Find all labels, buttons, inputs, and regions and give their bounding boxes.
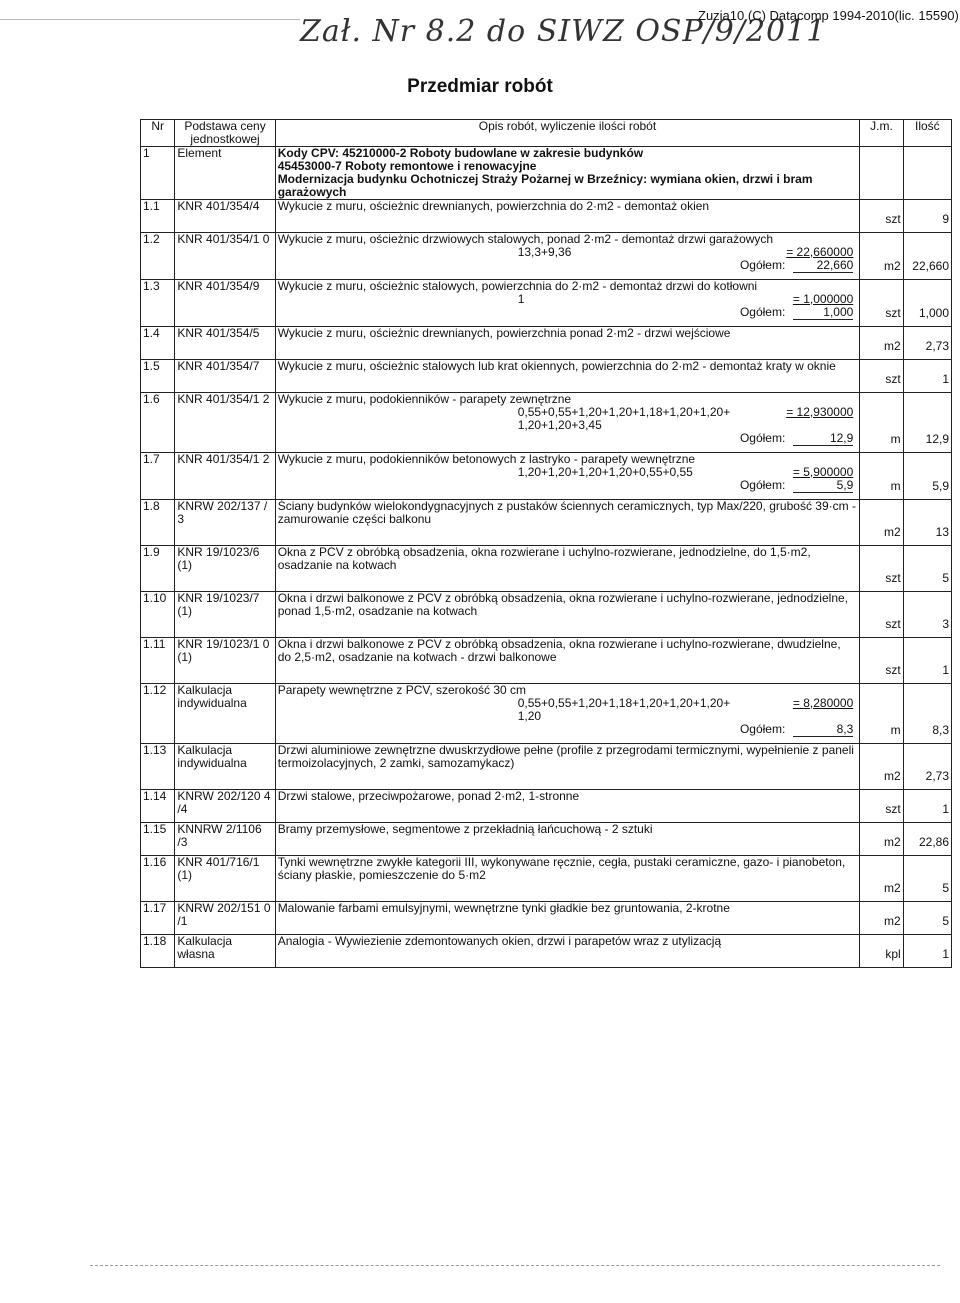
row-total-value: 1,000 <box>793 306 853 320</box>
row-base: KNR 401/354/5 <box>175 327 275 354</box>
row-qty: 2,73 <box>903 744 951 784</box>
row-unit: m2 <box>860 823 903 850</box>
row-total <box>278 432 858 446</box>
row-desc: Drzwi aluminiowe zewnętrzne dwuskrzydłowe pełne (profile z przegrodami termicznymi, wypełnienie z paneli termoizolacyjnych, 2 zamki, samozamykacz) <box>277 743 854 770</box>
row-base: KNR 401/354/9 <box>175 280 275 321</box>
row-calc-result: = 1,000000 <box>792 292 854 306</box>
row-desc: Wykucie z muru, ościeżnic drewnianych, powierzchnia ponad 2·m2 - drzwi wejściowe <box>277 326 731 340</box>
row-total-label: Ogółem: <box>739 722 786 736</box>
row-desc-cell <box>275 327 860 354</box>
row-base: KNR 401/716/1 (1) <box>175 856 275 896</box>
row-spacer <box>141 961 952 968</box>
row-nr: 1.13 <box>141 744 175 784</box>
row-desc: Ściany budynków wielokondygnacyjnych z pustaków ściennych ceramicznych, typ Max/220, grubość 39·cm - zamurowanie części balkonu <box>277 499 856 526</box>
row-desc-cell <box>275 592 860 632</box>
row-base: KNRW 202/151 0 /1 <box>175 902 275 929</box>
col-nr-header: Nr <box>141 120 175 147</box>
row-nr: 1.16 <box>141 856 175 896</box>
element-line: 45453000-7 Roboty remontowe i renowacyjne <box>277 159 537 173</box>
row-unit: szt <box>860 546 903 586</box>
row-total-label: Ogółem: <box>739 431 786 445</box>
row-total-label: Ogółem: <box>739 478 786 492</box>
row-nr: 1.4 <box>141 327 175 354</box>
row-unit: m <box>860 453 903 494</box>
row-desc: Wykucie z muru, ościeżnic drzwiowych stalowych, ponad 2·m2 - demontaż drzwi garażowych <box>277 232 774 246</box>
row-qty: 5 <box>903 856 951 896</box>
row-nr: 1.2 <box>141 233 175 274</box>
row-desc-cell <box>275 790 860 817</box>
table-row <box>141 200 952 227</box>
row-desc-cell <box>275 280 860 321</box>
row-nr: 1.6 <box>141 393 175 447</box>
row-desc-cell <box>275 744 860 784</box>
row-unit: szt <box>860 592 903 632</box>
row-desc: Wykucie z muru, podokienników - parapety zewnętrzne <box>277 392 572 406</box>
row-desc: Okna z PCV z obróbką obsadzenia, okna rozwierane i uchylno-rozwierane, jednodzielne, do 1,5·m2, osadzanie na kotwach <box>277 545 811 572</box>
row-desc-cell <box>275 200 860 227</box>
row-total-value: 22,660 <box>793 259 853 273</box>
row-desc-cell <box>275 393 860 447</box>
row-qty: 2,73 <box>903 327 951 354</box>
row-base: KNR 401/354/4 <box>175 200 275 227</box>
row-base: KNR 401/354/7 <box>175 360 275 387</box>
row-desc: Parapety wewnętrzne z PCV, szerokość 30 cm <box>277 683 527 697</box>
row-total-value: 8,3 <box>793 723 853 737</box>
row-base: KNRW 202/120 4 /4 <box>175 790 275 817</box>
table-row <box>141 823 952 850</box>
row-base: KNR 19/1023/1 0 (1) <box>175 638 275 678</box>
row-unit: szt <box>860 638 903 678</box>
row-unit: m <box>860 393 903 447</box>
row-total <box>278 306 858 320</box>
table-row <box>141 393 952 447</box>
row-qty: 5 <box>903 902 951 929</box>
table-row <box>141 327 952 354</box>
row-nr: 1.14 <box>141 790 175 817</box>
table-row <box>141 902 952 929</box>
row-unit: szt <box>860 200 903 227</box>
row-unit: szt <box>860 360 903 387</box>
row-desc: Okna i drzwi balkonowe z PCV z obróbką obsadzenia, okna rozwierane i uchylno-rozwierane, jednodzielne, ponad 1,5·m2, osadzanie na kotwach <box>277 591 848 618</box>
row-unit: szt <box>860 790 903 817</box>
row-calc-result: = 12,930000 <box>786 405 854 419</box>
row-desc: Wykucie z muru, ościeżnic stalowych lub krat okiennych, powierzchnia do 2·m2 - demontaż kraty w oknie <box>277 359 836 373</box>
row-desc-cell <box>275 453 860 494</box>
col-base-header: Podstawa ceny jednostkowej <box>175 120 275 147</box>
element-row <box>141 147 952 200</box>
row-desc: Drzwi stalowe, przeciwpożarowe, ponad 2·m2, 1-stronne <box>277 789 580 803</box>
row-desc-cell <box>275 546 860 586</box>
row-nr: 1.1 <box>141 200 175 227</box>
row-unit: m2 <box>860 744 903 784</box>
row-calc-formula: 1 <box>517 292 525 306</box>
table-row <box>141 233 952 274</box>
row-total-label: Ogółem: <box>739 305 786 319</box>
page-title: Przedmiar robót <box>407 76 553 97</box>
row-calc <box>278 697 858 723</box>
row-desc-cell <box>275 684 860 738</box>
row-nr: 1.12 <box>141 684 175 738</box>
row-unit: m2 <box>860 233 903 274</box>
row-base: KNR 401/354/1 2 <box>175 453 275 494</box>
row-unit: m2 <box>860 327 903 354</box>
row-desc-cell <box>275 638 860 678</box>
row-qty: 1 <box>903 638 951 678</box>
row-desc-cell <box>275 902 860 929</box>
row-desc: Bramy przemysłowe, segmentowe z przekładnią łańcuchową - 2 sztuki <box>277 822 653 836</box>
row-nr: 1.3 <box>141 280 175 321</box>
element-desc <box>275 147 860 200</box>
row-desc-cell <box>275 823 860 850</box>
element-nr: 1 <box>141 147 175 200</box>
row-desc-cell <box>275 500 860 540</box>
row-nr: 1.17 <box>141 902 175 929</box>
program-info: Zuzia10 (C) Datacomp 1994-2010(lic. 15590) <box>698 8 959 23</box>
row-calc-formula: 0,55+0,55+1,20+1,20+1,18+1,20+1,20+ 1,20+1,20+3,45 <box>517 405 731 432</box>
table-row <box>141 453 952 494</box>
table-row <box>141 280 952 321</box>
table-row <box>141 790 952 817</box>
row-calc-result: = 22,660000 <box>786 245 854 259</box>
row-total-value: 12,9 <box>793 432 853 446</box>
row-unit: szt <box>860 280 903 321</box>
row-desc: Analogia - Wywiezienie zdemontowanych okien, drzwi i parapetów wraz z utylizacją <box>277 934 722 948</box>
col-qty-header: Ilość <box>903 120 951 147</box>
row-qty: 22,660 <box>903 233 951 274</box>
row-calc-formula: 1,20+1,20+1,20+1,20+0,55+0,55 <box>517 465 693 479</box>
row-total <box>278 723 858 737</box>
row-base: KNNRW 2/1106 /3 <box>175 823 275 850</box>
row-qty: 5 <box>903 546 951 586</box>
element-base: Element <box>175 147 275 200</box>
row-nr: 1.8 <box>141 500 175 540</box>
row-qty: 1,000 <box>903 280 951 321</box>
row-unit: m2 <box>860 500 903 540</box>
row-total <box>278 479 858 493</box>
header-rule <box>0 19 300 20</box>
cost-estimate-table <box>140 119 952 968</box>
row-unit: kpl <box>860 935 903 962</box>
row-unit: m2 <box>860 902 903 929</box>
row-total <box>278 259 858 273</box>
row-nr: 1.7 <box>141 453 175 494</box>
row-base: KNR 401/354/1 2 <box>175 393 275 447</box>
row-base: KNR 19/1023/6 (1) <box>175 546 275 586</box>
element-line: Kody CPV: 45210000-2 Roboty budowlane w zakresie budynków <box>277 146 644 160</box>
row-desc: Wykucie z muru, ościeżnic stalowych, powierzchnia do 2·m2 - demontaż drzwi do kotłowni <box>277 279 758 293</box>
row-desc: Tynki wewnętrzne zwykłe kategorii III, wykonywane ręcznie, cegła, pustaki ceramiczne, gazo- i pianobeton, ściany płaskie, pomieszczenie do 5·m2 <box>277 855 846 882</box>
row-calc <box>278 406 858 432</box>
table-row <box>141 744 952 784</box>
row-desc: Okna i drzwi balkonowe z PCV z obróbką obsadzenia, okna rozwierane i uchylno-rozwierane, dwudzielne, do 2,5·m2, osadzanie na kotwach - drzwi balkonowe <box>277 637 841 664</box>
row-desc: Wykucie z muru, podokienników betonowych z lastryko - parapety wewnętrzne <box>277 452 696 466</box>
row-total-label: Ogółem: <box>739 258 786 272</box>
row-desc: Wykucie z muru, ościeżnic drewnianych, powierzchnia do 2·m2 - demontaż okien <box>277 199 710 213</box>
row-base: KNR 19/1023/7 (1) <box>175 592 275 632</box>
table-row <box>141 638 952 678</box>
row-calc-formula: 13,3+9,36 <box>517 245 572 259</box>
row-qty: 13 <box>903 500 951 540</box>
row-nr: 1.10 <box>141 592 175 632</box>
row-desc-cell <box>275 233 860 274</box>
row-unit: m <box>860 684 903 738</box>
row-nr: 1.11 <box>141 638 175 678</box>
row-calc-result: = 5,900000 <box>792 465 854 479</box>
row-nr: 1.15 <box>141 823 175 850</box>
row-qty: 12,9 <box>903 393 951 447</box>
row-qty: 1 <box>903 360 951 387</box>
table-row <box>141 546 952 586</box>
element-line: Modernizacja budynku Ochotniczej Straży Pożarnej w Brzeźnicy: wymiana okien, drzwi i bram garażowych <box>277 172 813 199</box>
col-desc-header: Opis robót, wyliczenie ilości robót <box>275 120 860 147</box>
table-header-row <box>141 120 952 147</box>
row-qty: 8,3 <box>903 684 951 738</box>
row-desc: Malowanie farbami emulsyjnymi, wewnętrzne tynki gładkie bez gruntowania, 2-krotne <box>277 901 730 915</box>
row-qty: 3 <box>903 592 951 632</box>
row-desc-cell <box>275 935 860 962</box>
row-base: KNRW 202/137 / 3 <box>175 500 275 540</box>
table-row <box>141 500 952 540</box>
row-base: KNR 401/354/1 0 <box>175 233 275 274</box>
row-nr: 1.5 <box>141 360 175 387</box>
footer-rule <box>90 1265 940 1266</box>
table-row <box>141 360 952 387</box>
row-base: Kalkulacja własna <box>175 935 275 962</box>
row-nr: 1.9 <box>141 546 175 586</box>
table-row <box>141 592 952 632</box>
attachment-reference: Zał. Nr 8.2 do SIWZ OSP/9/2011 <box>300 14 827 49</box>
table-row <box>141 684 952 738</box>
table-row <box>141 935 952 962</box>
row-qty: 9 <box>903 200 951 227</box>
row-calc-result: = 8,280000 <box>792 696 854 710</box>
row-unit: m2 <box>860 856 903 896</box>
row-base: Kalkulacja indywidualna <box>175 684 275 738</box>
row-qty: 5,9 <box>903 453 951 494</box>
row-base: Kalkulacja indywidualna <box>175 744 275 784</box>
col-jm-header: J.m. <box>860 120 903 147</box>
row-desc-cell <box>275 856 860 896</box>
row-qty: 1 <box>903 790 951 817</box>
row-total-value: 5,9 <box>793 479 853 493</box>
row-qty: 1 <box>903 935 951 962</box>
row-nr: 1.18 <box>141 935 175 962</box>
row-desc-cell <box>275 360 860 387</box>
row-qty: 22,86 <box>903 823 951 850</box>
table-row <box>141 856 952 896</box>
row-calc-formula: 0,55+0,55+1,20+1,18+1,20+1,20+1,20+ 1,20 <box>517 696 731 723</box>
